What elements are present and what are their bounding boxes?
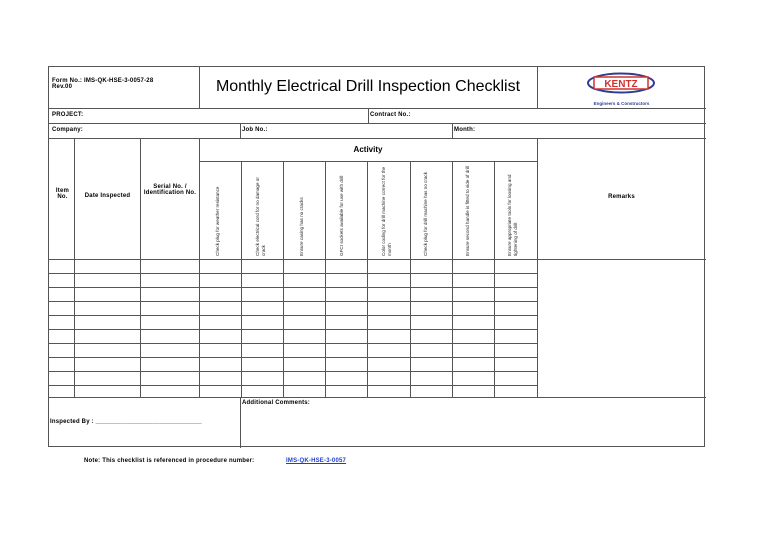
divider — [74, 138, 75, 397]
col-date-inspected: Date Inspected — [84, 193, 131, 199]
divider — [241, 161, 242, 397]
table-row — [49, 397, 706, 398]
activity-label-2: Check electrical cord for no damage or crack — [255, 177, 266, 256]
kentz-logo-icon — [586, 72, 656, 94]
table-row — [49, 329, 537, 330]
divider — [49, 108, 706, 109]
divider — [452, 161, 453, 397]
activity-label-6: Check plug for drill machine has no crack — [423, 171, 428, 256]
procedure-note: Note: This checklist is referenced in procedure number: — [84, 458, 255, 464]
divider — [494, 161, 495, 397]
col-remarks: Remarks — [608, 194, 635, 200]
divider — [452, 123, 453, 138]
table-row — [49, 273, 537, 274]
divider — [368, 108, 369, 123]
rev-line: Rev.00 — [52, 84, 73, 90]
divider — [49, 123, 706, 124]
additional-comments-label: Additional Comments: — [242, 400, 310, 406]
activity-header: Activity — [353, 145, 383, 154]
divider — [140, 138, 141, 397]
divider — [199, 138, 200, 397]
divider — [199, 161, 537, 162]
table-row — [49, 315, 537, 316]
activity-label-5: Color coding for drill machine correct for the month — [381, 166, 392, 256]
procedure-link[interactable]: IMS-QK-HSE-3-0057 — [286, 458, 347, 464]
contract-no-label: Contract No.: — [370, 112, 411, 118]
inspected-by-field: Inspected By : ______________________________ — [50, 419, 202, 425]
page-title: Monthly Electrical Drill Inspection Checklist — [215, 78, 521, 95]
table-row — [49, 301, 537, 302]
table-row — [49, 259, 706, 260]
table-row — [49, 357, 537, 358]
table-row — [49, 385, 537, 386]
activity-label-1: Check plug for weather resistance — [215, 186, 220, 256]
divider — [325, 161, 326, 397]
company-logo — [537, 67, 706, 108]
company-label: Company: — [52, 127, 83, 133]
divider — [240, 123, 241, 138]
divider — [410, 161, 411, 397]
divider — [240, 397, 241, 448]
table-row — [49, 287, 537, 288]
checklist-form — [48, 66, 705, 447]
month-label: Month: — [454, 127, 476, 133]
divider — [49, 138, 706, 139]
divider — [283, 161, 284, 397]
col-serial-no: Serial No. / Identification No. — [143, 184, 197, 196]
activity-label-4: GFCI sockets available for use with drill — [339, 175, 344, 256]
job-no-label: Job No.: — [242, 127, 268, 133]
activity-label-8: Ensure appropriate tools for loosing and tightening of drill — [507, 174, 518, 256]
activity-label-7: Ensure second handle is fitted to side of drill — [465, 166, 470, 256]
project-label: PROJECT: — [52, 112, 84, 118]
form-no-line: Form No.: IMS-QK-HSE-3-0057-28 — [52, 78, 154, 84]
logo-tagline: Engineers & Constructors — [593, 101, 650, 106]
form-number — [52, 78, 202, 90]
divider — [367, 161, 368, 397]
table-row — [49, 371, 537, 372]
divider — [537, 138, 538, 397]
activity-label-3: Ensure casing has no cracks — [299, 197, 304, 256]
table-row — [49, 343, 537, 344]
col-item-no: Item No. — [55, 188, 70, 200]
logo-text: KENTZ — [604, 79, 638, 90]
